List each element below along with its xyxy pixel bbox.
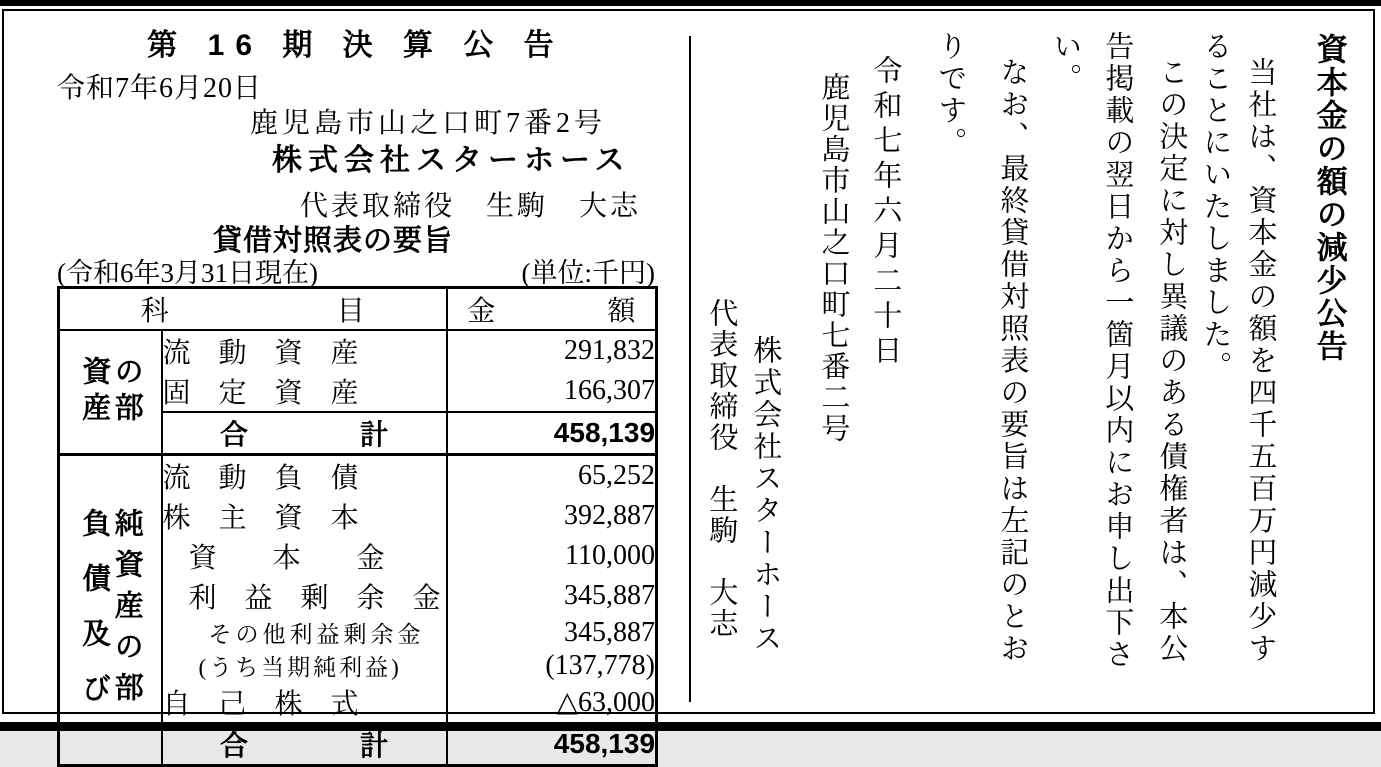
notice-date: 令和七年六月二十日 [869,55,902,370]
total-amount: 458,139 [553,728,656,759]
page-title: 第 16 期 決 算 公 告 [147,29,565,62]
notice-line: りです。 [934,31,967,159]
balance-sheet-title: 貸借対照表の要旨 [213,225,454,257]
balance-sheet-table [57,286,658,767]
balance-sheet-note [57,251,655,290]
announcement-date: 令和7年6月20日 [57,73,263,104]
notice-title: 資本金の額の減少公告 [1311,33,1347,363]
liabilities-group-label [59,455,162,766]
row-amount: 65,252 [578,460,656,491]
row-label: (うち当期純利益) [162,649,447,682]
row-amount: △63,000 [447,682,657,723]
table-row [59,330,657,371]
row-amount: 166,307 [447,371,657,412]
notice-company: 株式会社スターホース [749,335,782,655]
company-name: 株式会社スターホース [272,144,631,177]
total-label: 合 計 [162,723,447,766]
notice-line: い。 [1049,31,1082,95]
row-label: 自 己 株 式 [162,682,447,723]
unit-label: (単位:千円) [521,258,655,288]
notice-address: 鹿児島市山之口町七番二号 [817,72,850,444]
row-label: 流 動 資 産 [162,330,447,371]
row-amount: 345,887 [564,580,656,611]
row-label: 流 動 負 債 [162,455,447,497]
notice-line: なお、最終貸借対照表の要旨は左記のとお [996,57,1029,665]
notice-line: ることにいたしました。 [1199,31,1232,383]
notice-representative: 代表取締役 生駒 大志 [705,298,738,639]
total-amount: 458,139 [447,412,657,455]
assets-group-col1: 資産 [78,356,111,428]
header-item: 科 目 [59,288,447,331]
header-amount: 金 額 [447,288,657,331]
liabilities-group-col1: 負債及び [78,508,111,728]
row-amount: 392,887 [564,500,656,531]
row-label: その他利益剰余金 [162,616,447,649]
assets-group-label [59,330,162,455]
row-amount: 110,000 [565,540,656,571]
liabilities-group-col2: 純資産の部 [110,508,143,713]
row-label: 株 主 資 本 [162,496,447,536]
table-header-row [59,288,657,331]
row-amount: 345,887 [564,616,656,648]
row-amount: 291,832 [564,335,656,366]
company-address: 鹿児島市山之口町7番2号 [250,108,607,139]
row-label: 利 益 剰 余 金 [162,576,447,616]
row-label: 固 定 資 産 [162,371,447,412]
top-rule [0,0,1381,6]
notice-line: 当社は、資本金の額を四千五百万円減少す [1244,57,1277,665]
total-label: 合 計 [162,412,447,455]
as-of-date: (令和6年3月31日現在) [57,258,318,288]
representative-name: 代表取締役 生駒 大志 [300,191,642,222]
table-row [59,455,657,497]
notice-line: この決定に対し異議のある債権者は、本公 [1155,57,1188,665]
column-divider [689,36,691,702]
row-label: 資 本 金 [162,536,447,576]
notice-line: 告掲載の翌日から一箇月以内にお申し出下さ [1101,31,1134,671]
row-amount: (137,778) [545,649,656,681]
assets-group-col2: の部 [110,356,143,428]
